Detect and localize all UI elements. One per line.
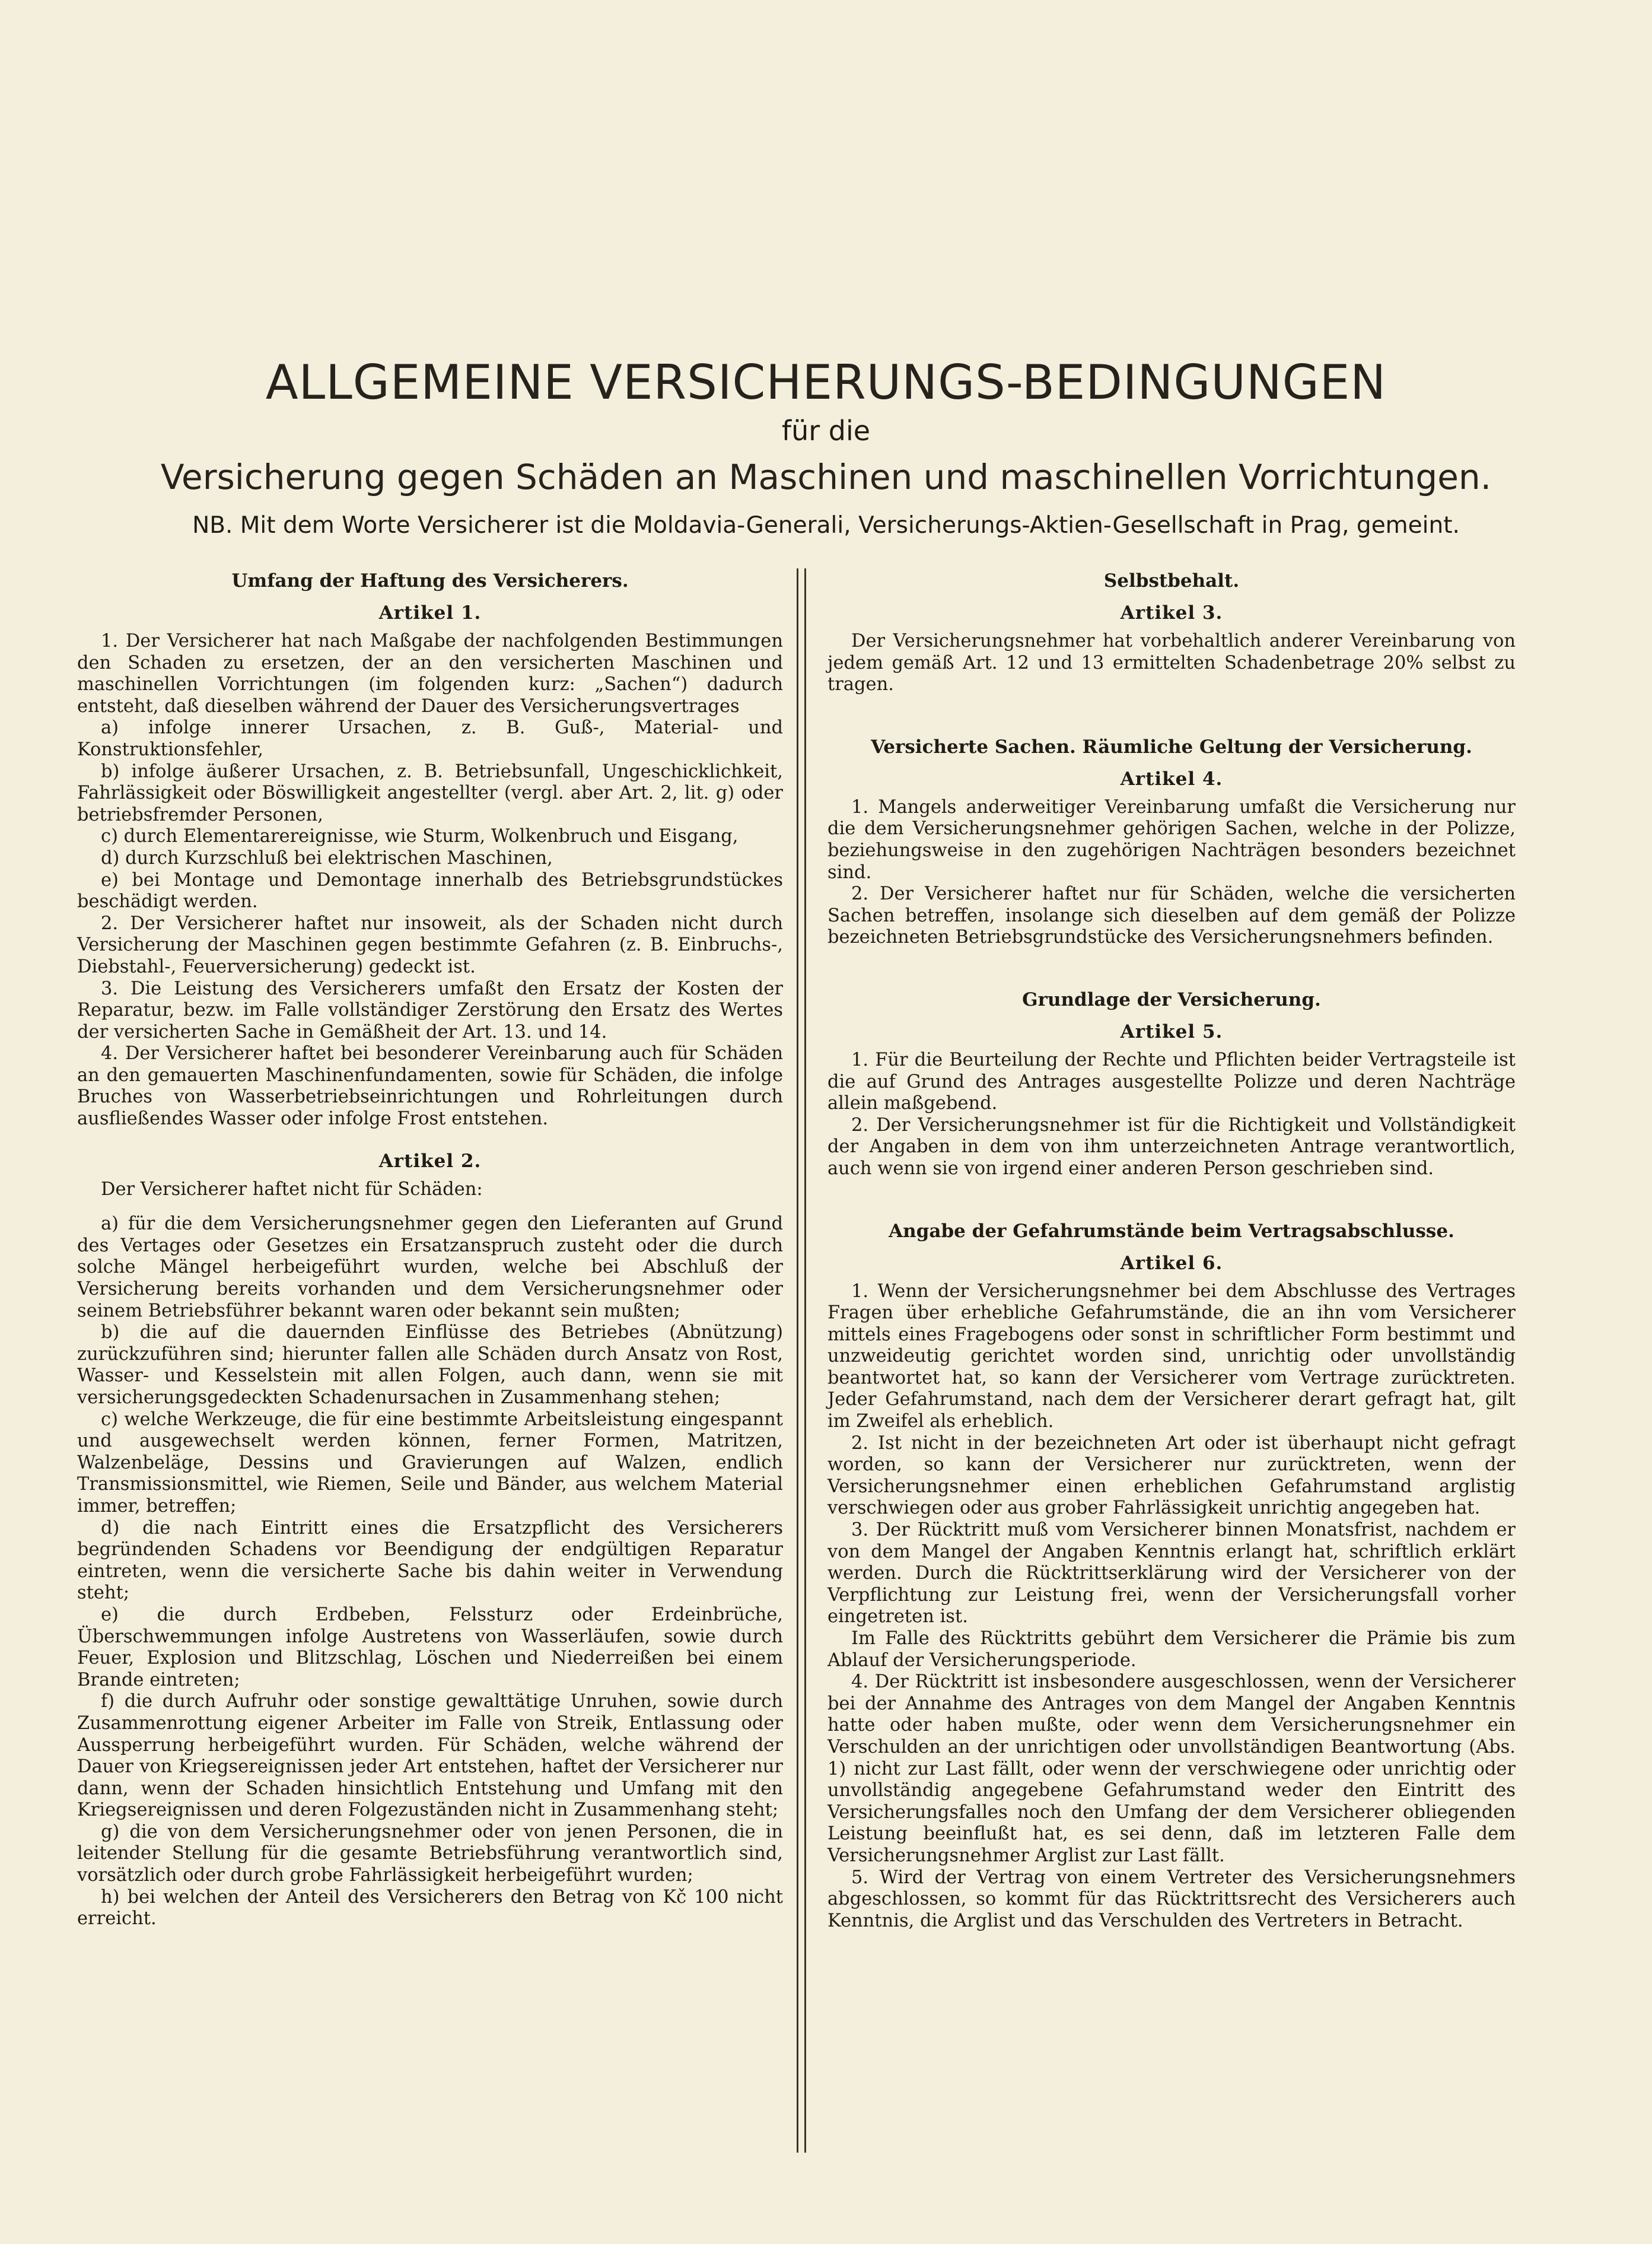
paragraph: 2. Der Versicherer haftet nur insoweit, als der Schaden nicht durch Versicherung der Maschinen gegen bestimmte Gefahren (z. B. Einbruchs-, Diebstahl-, Feuerversicherung) gedeckt ist. [77, 913, 783, 977]
paragraph: 4. Der Rücktritt ist insbesondere ausgeschlossen, wenn der Versicherer bei der Annahme des Antrages von dem Mangel der Angaben Kenntnis hatte oder haben mußte, oder wenn dem Versicherungsnehmer ein Verschulden an der unrichtigen oder unvollständigen Beantwortung (Abs. 1) nicht zur Last fällt, oder wenn der verschwiegene oder unrichtig oder unvollständig angegebene Gefahrumstand weder den Eintritt des Versicherungsfalles noch den Umfang der dem Versicherer obliegenden Leistung beeinflußt hat, es sei denn, daß im letzteren Falle dem Versicherungsnehmer Arglist zur Last fällt. [827, 1671, 1516, 1866]
paragraph: 3. Der Rücktritt muß vom Versicherer binnen Monatsfrist, nachdem er von dem Mangel der Angaben Kenntnis erlangt hat, schriftlich erklärt werden. Durch die Rücktrittserklärung wird der Versicherer von der Verpflichtung zur Leistung frei, wenn der Versicherungsfall vorher eingetreten ist. [827, 1520, 1516, 1628]
paragraph: 5. Wird der Vertrag von einem Vertreter des Versicherungsnehmers abgeschlossen, so kommt für das Rücktrittsrecht des Versicherers auch Kenntnis, die Arglist und das Verschulden des Vertreters in Betracht. [827, 1867, 1516, 1931]
paragraph: c) durch Elementarereignisse, wie Sturm, Wolkenbruch und Eisgang, [101, 826, 739, 847]
section-heading: Selbstbehalt. [1103, 570, 1240, 592]
paragraph: 2. Der Versicherer haftet nur für Schäden, welche die versicherten Sachen betreffen, insolange sich dieselben auf dem gemäß der Polizze bezeichneten Betriebsgrundstücke des Versicherungsnehmers befinden. [827, 883, 1516, 948]
document-note: NB. Mit dem Worte Versicherer ist die Moldavia-Generali, Versicherungs-Aktien-Gesellschaft in Prag, gemeint. [192, 512, 1460, 539]
article-number: Artikel 6. [1120, 1252, 1223, 1274]
document-title: ALLGEMEINE VERSICHERUNGS-BEDINGUNGEN [265, 355, 1387, 410]
paragraph: 4. Der Versicherer haftet bei besonderer Vereinbarung auch für Schäden an den gemauerten Maschinenfundamenten, sowie für Schäden, die infolge Bruches von Wasserbetriebseinrichtungen und Rohrleitungen durch ausfließendes Wasser oder infolge Frost entstehen. [77, 1043, 783, 1130]
paragraph: f) die durch Aufruhr oder sonstige gewalttätige Unruhen, sowie durch Zusammenrottung eigener Arbeiter im Falle von Streik, Entlassung oder Aussperrung herbeigeführt wurden. Für Schäden, welche während der Dauer von Kriegsereignissen jeder Art entstehen, haftet der Versicherer nur dann, wenn der Schaden hinsichtlich Entstehung und Umfang mit den Kriegsereignissen und deren Folgezuständen nicht in Zusammenhang steht; [77, 1691, 783, 1821]
paragraph: h) bei welchen der Anteil des Versicherers den Betrag von Kč 100 nicht erreicht. [77, 1886, 783, 1930]
column-divider-left [797, 568, 798, 2153]
paragraph: e) bei Montage und Demontage innerhalb des Betriebsgrundstückes beschädigt werden. [77, 869, 783, 913]
paragraph: 3. Die Leistung des Versicherers umfaßt den Ersatz der Kosten der Reparatur, bezw. im Falle vollständiger Zerstörung den Ersatz des Wertes der versicherten Sache in Gemäßheit der Art. 13. und 14. [77, 978, 783, 1042]
paragraph: Im Falle des Rücktritts gebührt dem Versicherer die Prämie bis zum Ablauf der Versicherungsperiode. [827, 1628, 1516, 1671]
paragraph: a) infolge innerer Ursachen, z. B. Guß-, Material- und Konstruktionsfehler, [77, 717, 783, 760]
paragraph: b) infolge äußerer Ursachen, z. B. Betriebsunfall, Ungeschicklichkeit, Fahrlässigkeit oder Böswilligkeit angestellter (vergl. aber Art. 2, lit. g) oder betriebsfremder Personen, [77, 761, 783, 825]
document-header [89, 353, 1563, 546]
paragraph: Der Versicherer haftet nicht für Schäden: [101, 1178, 483, 1200]
paragraph: g) die von dem Versicherungsnehmer oder von jenen Personen, die in leitender Stellung für die gesamte Betriebsführung verantwortlich sind, vorsätzlich oder durch grobe Fahrlässigkeit herbeigeführt wurden; [77, 1821, 783, 1886]
paragraph: 1. Wenn der Versicherungsnehmer bei dem Abschlusse des Vertrages Fragen über erhebliche Gefahrumstände, die an ihn vom Versicherer mittels eines Fragebogens oder sonst in schriftlicher Form bestimmt und unzweideutig gerichtet worden sind, unrichtig oder unvollständig beantwortet hat, so kann der Versicherer vom Vertrage zurücktreten. Jeder Gefahrumstand, nach dem der Versicherer derart gefragt hat, gilt im Zweifel als erheblich. [827, 1280, 1516, 1432]
paragraph: Der Versicherungsnehmer hat vorbehaltlich anderer Vereinbarung von jedem gemäß Art. 12 und 13 ermittelten Schadenbetrage 20% selbst zu tragen. [827, 631, 1516, 695]
left-column [77, 567, 783, 1930]
paragraph: d) durch Kurzschluß bei elektrischen Maschinen, [101, 847, 553, 869]
section-heading: Angabe der Gefahrumstände beim Vertragsabschlusse. [889, 1220, 1454, 1242]
paragraph: 2. Ist nicht in der bezeichneten Art oder ist überhaupt nicht gefragt worden, so kann der Versicherer nur zurücktreten, wenn der Versicherungsnehmer einen erheblichen Gefahrumstand arglistig verschwiegen oder aus grober Fahrlässigkeit unrichtig angegeben hat. [827, 1432, 1516, 1519]
paragraph: 1. Mangels anderweitiger Vereinbarung umfaßt die Versicherung nur die dem Versicherungsnehmer gehörigen Sachen, welche in der Polizze, beziehungsweise in den zugehörigen Nachträgen besonders bezeichnet sind. [827, 796, 1516, 883]
column-divider-right [804, 568, 806, 2153]
document-subtitle: Versicherung gegen Schäden an Maschinen und maschinellen Vorrichtungen. [160, 457, 1492, 497]
article-number: Artikel 3. [1120, 602, 1223, 624]
section-heading: Grundlage der Versicherung. [1022, 988, 1321, 1010]
article-number: Artikel 2. [378, 1150, 482, 1172]
article-number: Artikel 1. [378, 602, 482, 624]
paragraph: 1. Für die Beurteilung der Rechte und Pflichten beider Vertragsteile ist die auf Grund des Antrages ausgestellte Polizze und deren Nachträge allein maßgebend. [827, 1049, 1516, 1114]
paragraph: c) welche Werkzeuge, die für eine bestimmte Arbeitsleistung eingespannt und ausgewechselt werden können, ferner Formen, Matritzen, Walzenbeläge, Dessins und Gravierungen auf Walzen, endlich Transmissionsmittel, wie Riemen, Seile und Bänder, aus welchem Material immer, betreffen; [77, 1409, 783, 1517]
paragraph: 1. Der Versicherer hat nach Maßgabe der nachfolgenden Bestimmungen den Schaden zu ersetzen, der an den versicherten Maschinen und maschinellen Vorrichtungen (im folgenden kurz: „Sachen“) dadurch entsteht, daß dieselben während der Dauer des Versicherungsvertrages [77, 631, 783, 717]
paragraph: 2. Der Versicherungsnehmer ist für die Richtigkeit und Vollständigkeit der Angaben in dem von ihm unterzeichneten Antrage verantwortlich, auch wenn sie von irgend einer anderen Person geschrieben sind. [827, 1114, 1516, 1179]
right-column [827, 567, 1516, 1932]
article-number: Artikel 4. [1120, 768, 1223, 790]
article-number: Artikel 5. [1120, 1021, 1223, 1042]
section-heading: Versicherte Sachen. Räumliche Geltung der Versicherung. [871, 736, 1472, 758]
paragraph: e) die durch Erdbeben, Felssturz oder Erdeinbrüche, Überschwemmungen infolge Austretens von Wasserläufen, sowie durch Feuer, Explosion und Blitzschlag, Löschen und Niederreißen bei einem Brande eintreten; [77, 1604, 783, 1690]
paragraph: b) die auf die dauernden Einflüsse des Betriebes (Abnützung) zurückzuführen sind; hierunter fallen alle Schäden durch Ansatz von Rost, Wasser- und Kesselstein mit allen Folgen, auch dann, wenn sie mit versicherungsgedeckten Schadenursachen in Zusammenhang stehen; [77, 1322, 783, 1408]
paragraph: d) die nach Eintritt eines die Ersatzpflicht des Versicherers begründenden Schadens vor Beendigung der endgültigen Reparatur eintreten, wenn die versicherte Sache bis dahin weiter in Verwendung steht; [77, 1517, 783, 1604]
title-connector: für die [781, 415, 871, 447]
section-heading: Umfang der Haftung des Versicherers. [231, 570, 629, 592]
paragraph: a) für die dem Versicherungsnehmer gegen den Lieferanten auf Grund des Vertages oder Gesetzes ein Ersatzanspruch zusteht oder die durch solche Mängel herbeigeführt wurden, welche bei Abschluß der Versicherung bereits vorhanden und dem Versicherungsnehmer oder seinem Betriebsführer bekannt waren oder bekannt sein mußten; [77, 1213, 783, 1321]
